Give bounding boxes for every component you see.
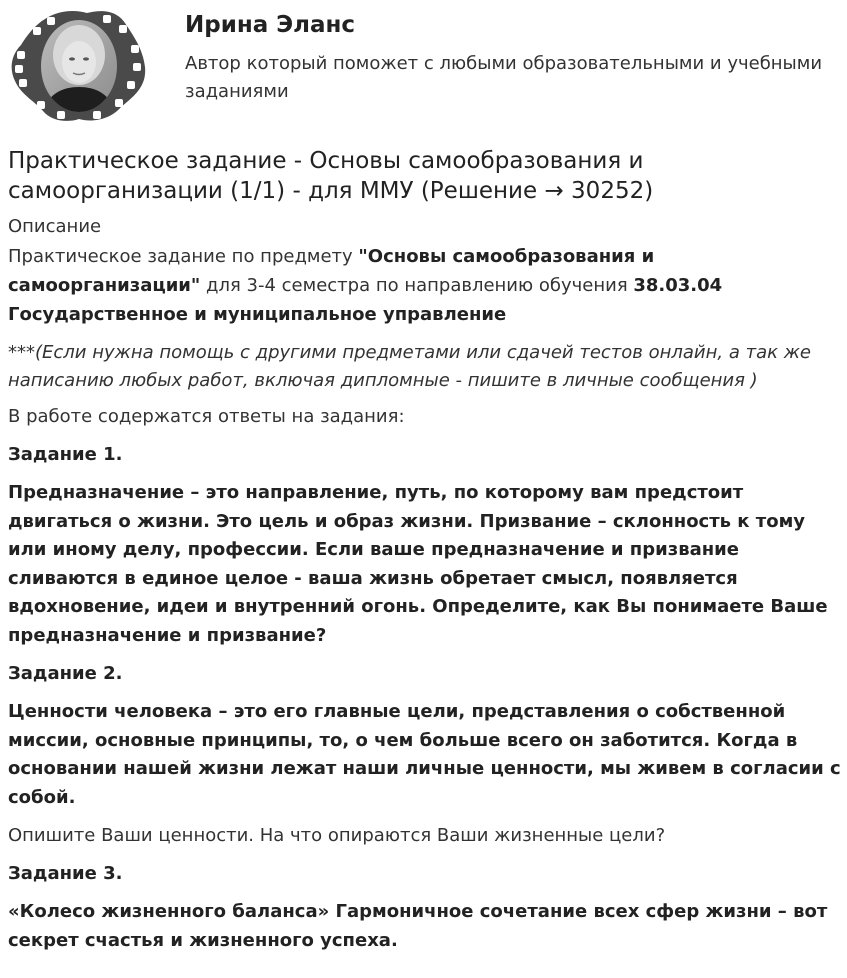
description-label: Описание — [8, 216, 102, 237]
contains-text: В работе содержатся ответы на задания: — [8, 406, 405, 427]
author-avatar[interactable] — [7, 7, 151, 125]
task-1-title: Задание 1. — [8, 444, 123, 465]
document-body — [8, 146, 842, 965]
task-3-title: Задание 3. — [8, 863, 123, 884]
author-header — [0, 0, 847, 130]
intro-subject: "Основы самообразования и самоорганизации" — [8, 246, 655, 296]
intro-prefix: Практическое задание по предмету — [8, 246, 359, 267]
document-title: Практическое задание - Основы самообразования и самоорганизации (1/1) - для ММУ (Решение → 30252) — [8, 148, 654, 204]
task-2-question: Опишите Ваши ценности. На что опираются Ваши жизненные цели? — [8, 825, 666, 846]
author-avatar-icon — [7, 7, 151, 125]
task-2-text: Ценности человека – это его главные цели, представления о собственной миссии, основные принципы, то, о чем больше всего он заботится. Когда в основании нашей жизни лежат наши личные ценности, мы живем в согласии с собой. — [8, 701, 841, 808]
author-description: Автор который поможет с любыми образовательными и учебными заданиями — [185, 53, 823, 102]
task-3-text: «Колесо жизненного баланса» Гармоничное сочетание всех сфер жизни – вот секрет счастья и жизненного успеха. — [8, 901, 828, 951]
intro-paragraph — [8, 242, 842, 329]
intro-middle: для 3-4 семестра по направлению обучения — [200, 275, 634, 296]
help-note: ***(Если нужна помощь с другими предметами или сдачей тестов онлайн, а так же написанию любых работ, включая дипломные - пишите в личные сообщения ) — [8, 342, 811, 391]
author-name[interactable]: Ирина Эланс — [185, 12, 356, 38]
intro-direction: 38.03.04 Государственное и муниципальное управление — [8, 275, 723, 325]
task-1-text: Предназначение – это направление, путь, по которому вам предстоит двигаться о жизни. Это цель и образ жизни. Призвание – склонность к тому или иному делу, профессии. Если ваше предназначение и призвание сливаются в единое целое - ваша жизнь обретает смысл, появляется вдохновение, идеи и внутренний огонь. Определите, как Вы понимаете Ваше предназначение и призвание? — [8, 482, 828, 646]
task-2-title: Задание 2. — [8, 663, 123, 684]
